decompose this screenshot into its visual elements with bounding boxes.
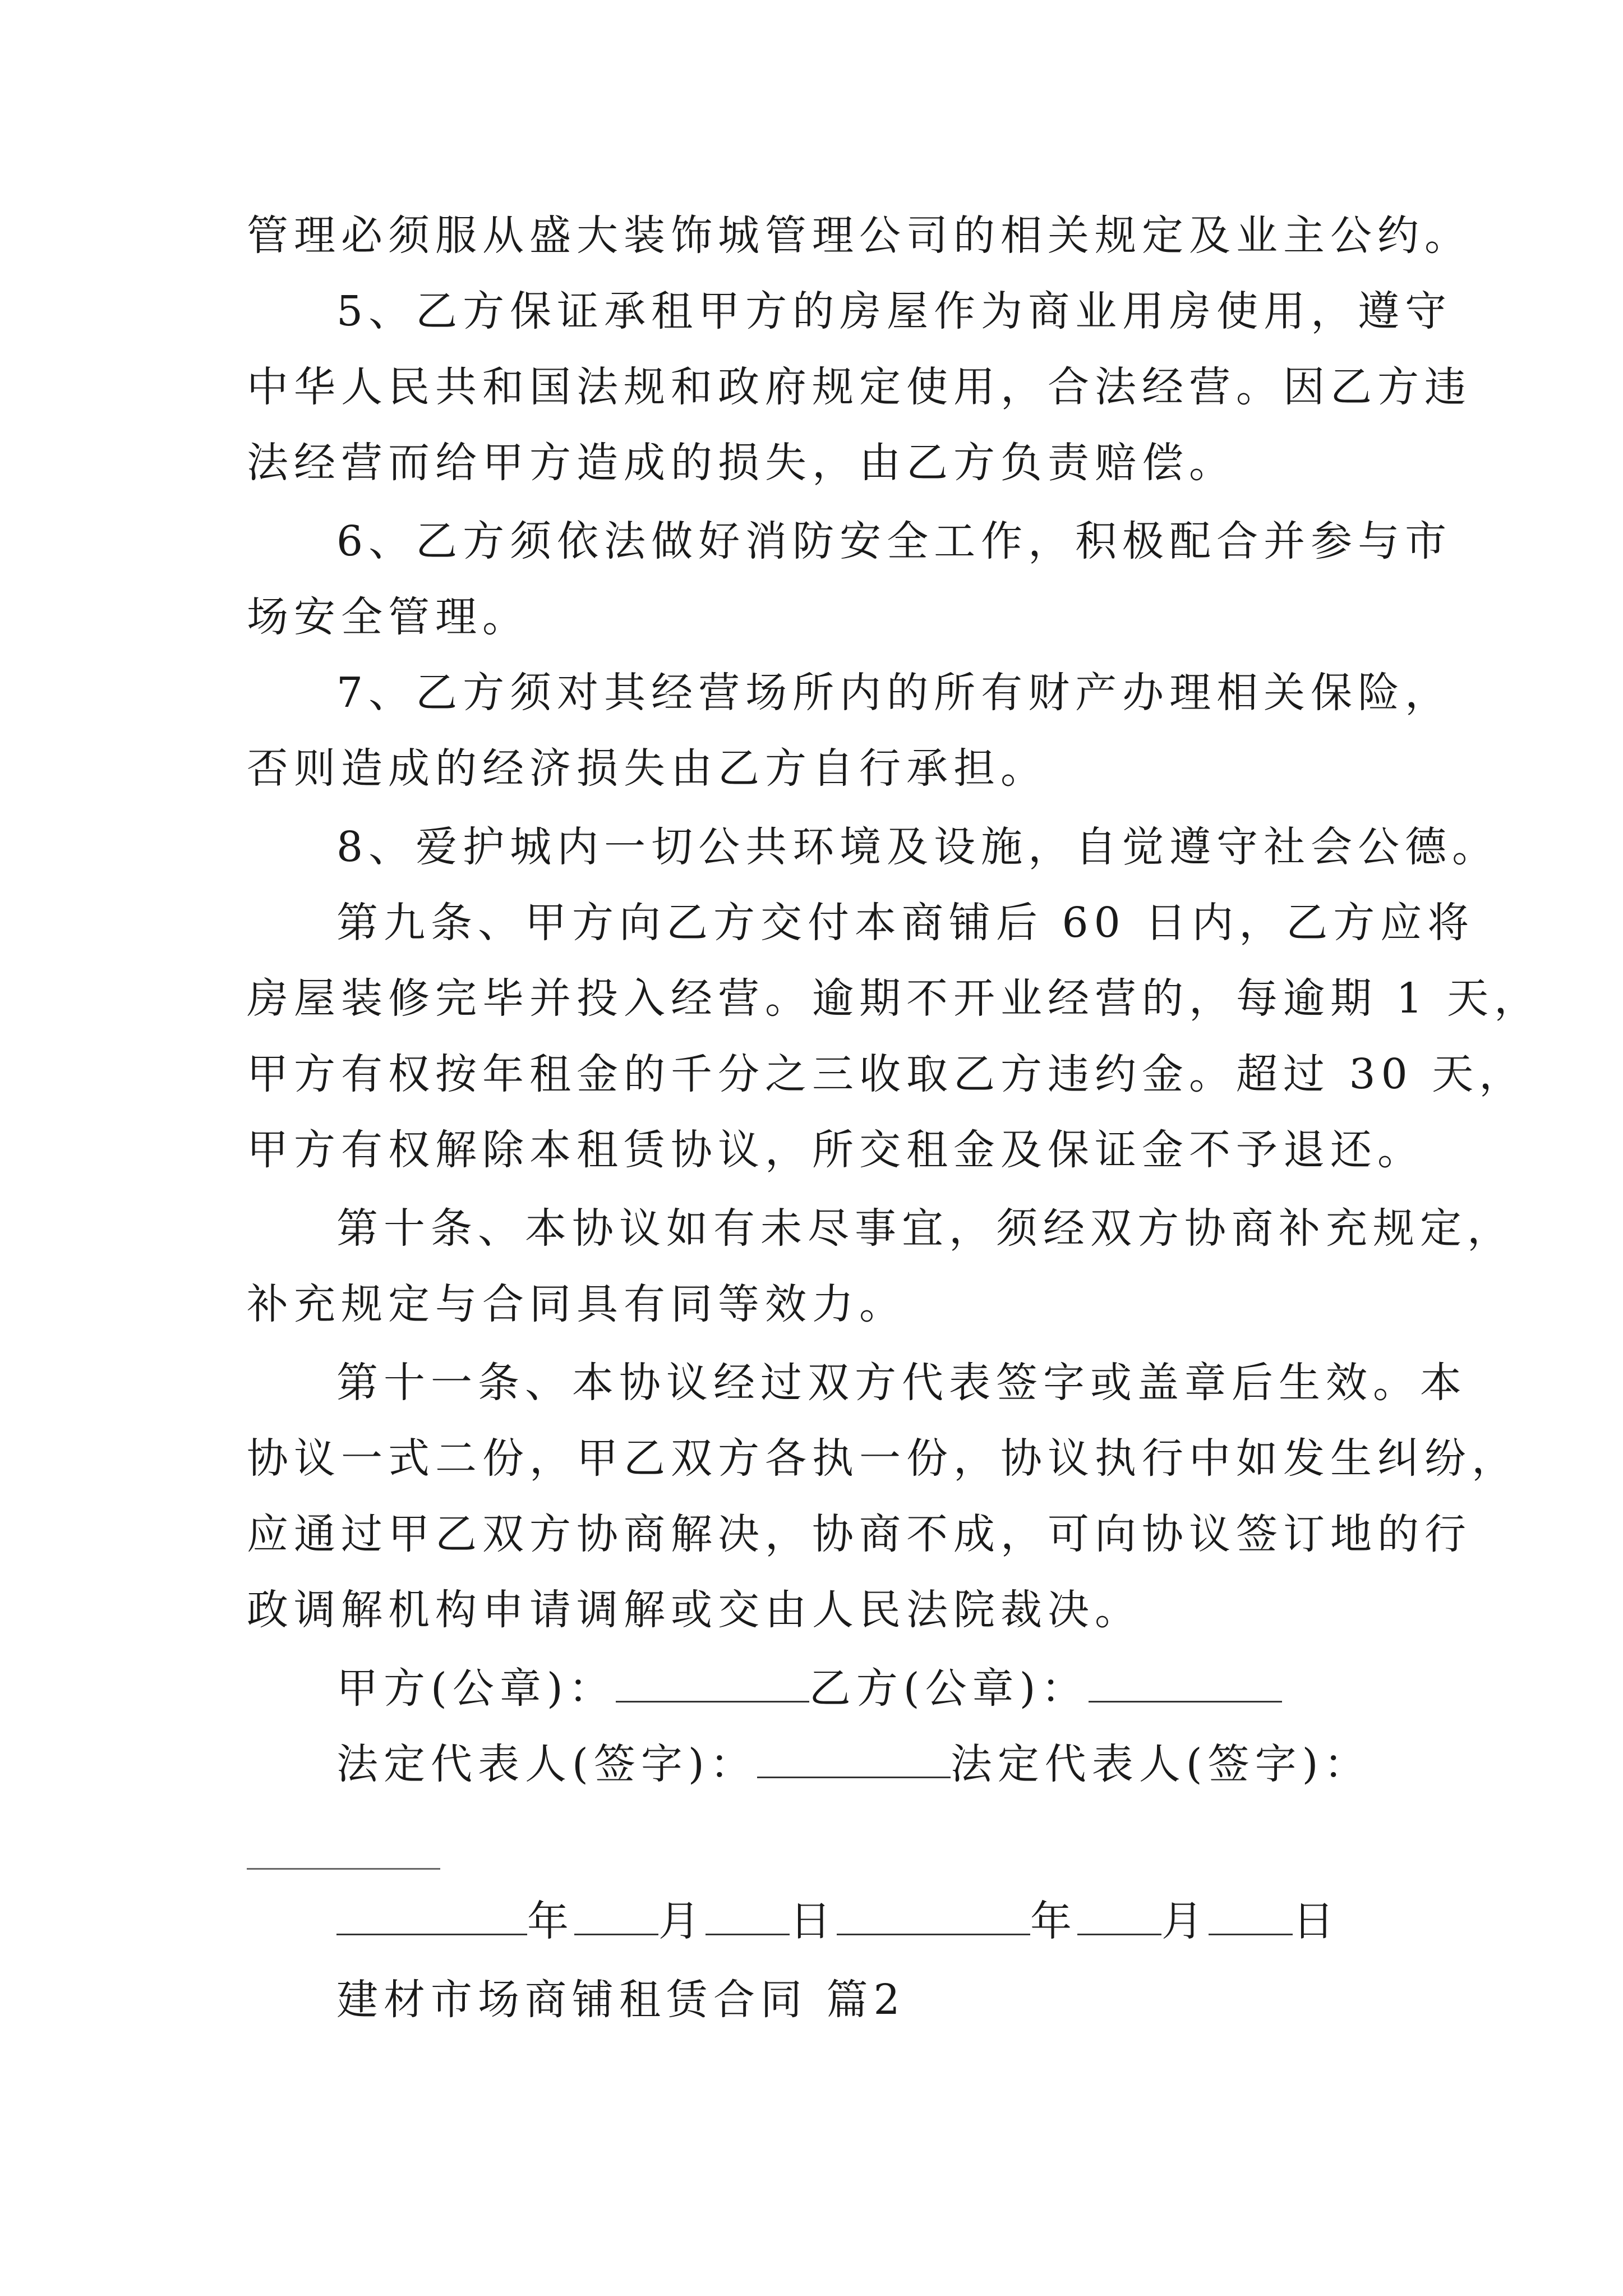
body-line: 甲方有权解除本租赁协议，所交租金及保证金不予退还。 [247, 1126, 1424, 1174]
body-line: 5、乙方保证承租甲方的房屋作为商业用房使用，遵守 [336, 287, 1453, 335]
body-line: 法经营而给甲方造成的损失，由乙方负责赔偿。 [247, 439, 1236, 487]
day-label: 日 [790, 1897, 837, 1945]
party-a-seal-label: 甲方(公章)： [336, 1664, 616, 1713]
body-line: 中华人民共和国法规和政府规定使用，合法经营。因乙方违 [247, 363, 1472, 411]
body-line: 第十一条、本协议经过双方代表签字或盖章后生效。本 [336, 1359, 1467, 1407]
year-a-blank[interactable] [336, 1897, 527, 1935]
body-line: 7、乙方须对其经营场所内的所有财产办理相关保险， [336, 669, 1453, 717]
body-line: 第十条、本协议如有未尽事宜，须经双方协商补充规定， [336, 1204, 1514, 1253]
body-line: 补充规定与合同具有同等效力。 [247, 1280, 906, 1328]
body-line: 应通过甲乙双方协商解决，协商不成，可向协议签订地的行 [247, 1510, 1472, 1558]
rep-a-blank[interactable] [757, 1740, 951, 1778]
rep-b-label: 法定代表人(签字)： [950, 1740, 1371, 1788]
year-label: 年 [1030, 1897, 1077, 1945]
seal-line [336, 1660, 1282, 1717]
body-line: 6、乙方须依法做好消防安全工作，积极配合并参与市 [336, 517, 1453, 565]
body-line: 否则造成的经济损失由乙方自行承担。 [247, 744, 1048, 793]
day-b-blank[interactable] [1209, 1897, 1293, 1935]
year-b-blank[interactable] [837, 1897, 1030, 1935]
month-label: 月 [1161, 1897, 1209, 1945]
year-label: 年 [527, 1897, 574, 1945]
body-line: 管理必须服从盛大装饰城管理公司的相关规定及业主公约。 [247, 211, 1472, 260]
rep-a-label: 法定代表人(签字)： [336, 1740, 757, 1788]
body-line: 场安全管理。 [247, 593, 529, 641]
party-a-seal-blank[interactable] [616, 1664, 809, 1703]
body-line: 8、爱护城内一切公共环境及设施，自觉遵守社会公德。 [336, 823, 1500, 871]
month-a-blank[interactable] [574, 1897, 658, 1935]
month-b-blank[interactable] [1077, 1897, 1161, 1935]
body-line: 协议一式二份，甲乙双方各执一份，协议执行中如发生纠纷， [247, 1434, 1519, 1483]
next-section-heading: 建材市场商铺租赁合同 篇2 [336, 1976, 906, 2024]
party-b-seal-blank[interactable] [1089, 1664, 1282, 1703]
body-line: 政调解机构申请调解或交由人民法院裁决。 [247, 1586, 1142, 1634]
party-b-seal-label: 乙方(公章)： [809, 1664, 1089, 1713]
representative-line [336, 1736, 1371, 1792]
date-line [336, 1893, 1340, 1949]
month-label: 月 [658, 1897, 706, 1945]
body-line: 甲方有权按年租金的千分之三收取乙方违约金。超过 30 天， [247, 1050, 1527, 1098]
day-a-blank[interactable] [706, 1897, 790, 1935]
day-label: 日 [1293, 1897, 1340, 1945]
body-line: 第九条、甲方向乙方交付本商铺后 60 日内，乙方应将 [336, 899, 1475, 947]
rep-b-blank[interactable] [247, 1868, 440, 1870]
body-line: 房屋装修完毕并投入经营。逾期不开业经营的，每逾期 1 天， [247, 974, 1542, 1023]
